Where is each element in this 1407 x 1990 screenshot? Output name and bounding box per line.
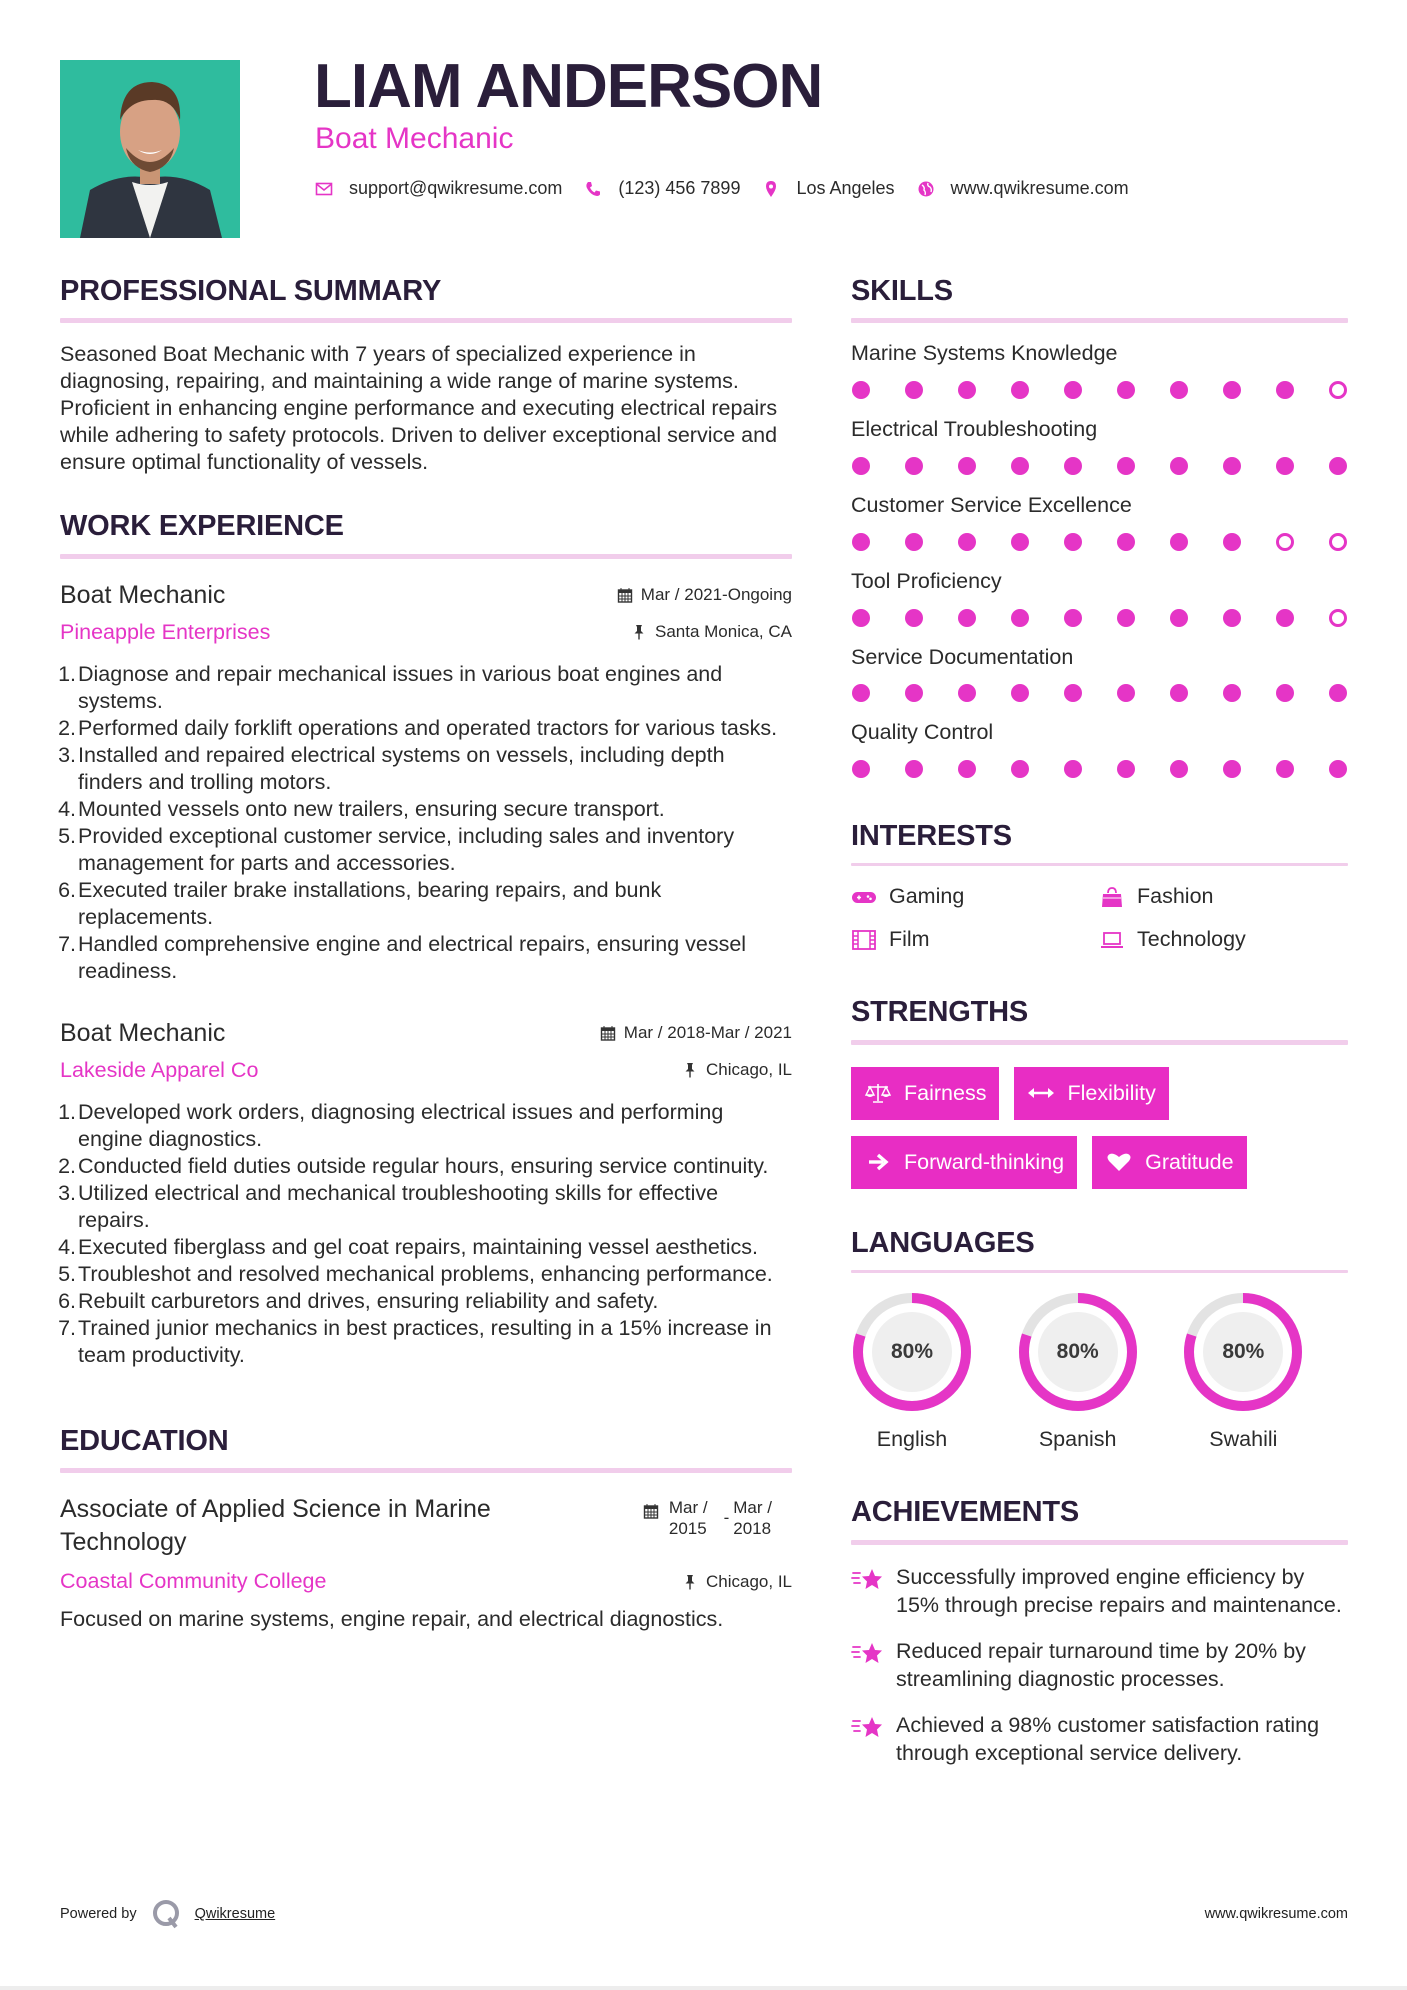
interests-grid bbox=[851, 884, 1348, 952]
bullet-item: 3. Utilized electrical and mechanical troubleshooting skills for effective repairs. bbox=[58, 1180, 719, 1232]
skill-rating bbox=[851, 760, 1348, 778]
job-bullets bbox=[60, 661, 792, 985]
experience-heading: WORK EXPERIENCE bbox=[60, 510, 344, 543]
contact-location bbox=[762, 178, 894, 199]
job-location-text: Chicago, IL bbox=[706, 1060, 792, 1080]
skill-item bbox=[851, 417, 1348, 475]
skill-label: Electrical Troubleshooting bbox=[851, 417, 1098, 442]
education-dates bbox=[643, 1497, 792, 1559]
qwikresume-logo-icon bbox=[151, 1898, 183, 1930]
languages-heading: LANGUAGES bbox=[851, 1226, 1035, 1259]
skill-item bbox=[851, 341, 1348, 399]
contact-phone[interactable] bbox=[584, 178, 740, 199]
powered-by-label: Powered by bbox=[60, 1906, 137, 1922]
bullet-item: 4. Mounted vessels onto new trailers, ensuring secure transport. bbox=[58, 796, 665, 821]
rating-dot-filled bbox=[958, 381, 976, 399]
pushpin-icon bbox=[631, 624, 647, 640]
skill-label: Marine Systems Knowledge bbox=[851, 341, 1118, 366]
rating-dot-filled bbox=[1170, 684, 1188, 702]
phone-icon bbox=[584, 180, 602, 198]
contact-website-text: www.qwikresume.com bbox=[950, 178, 1129, 198]
language-name: English bbox=[876, 1427, 948, 1452]
interest-item: Film bbox=[851, 927, 1099, 952]
education-heading: EDUCATION bbox=[60, 1424, 229, 1457]
rating-dot-filled bbox=[1223, 457, 1241, 475]
rating-dot-filled bbox=[958, 533, 976, 551]
date-separator: - bbox=[723, 1508, 730, 1528]
section-divider bbox=[60, 1468, 792, 1473]
skill-item bbox=[851, 569, 1348, 627]
job-entry bbox=[60, 1019, 792, 1369]
calendar-icon bbox=[643, 1503, 659, 1519]
profile-photo bbox=[60, 60, 240, 238]
pushpin-icon bbox=[682, 1574, 698, 1590]
languages-list bbox=[851, 1291, 1348, 1452]
rating-dot-filled bbox=[1170, 533, 1188, 551]
contact-email-text: support@qwikresume.com bbox=[349, 178, 563, 198]
shopping-bag-icon bbox=[1099, 886, 1125, 908]
job-bullets bbox=[60, 1099, 792, 1369]
language-name: Spanish bbox=[1038, 1427, 1117, 1452]
envelope-icon bbox=[315, 180, 333, 198]
job-dates-text: Mar / 2021-Ongoing bbox=[640, 584, 792, 604]
laptop-icon bbox=[1099, 929, 1125, 951]
bullet-item: 5. Provided exceptional customer service, including sales and inventory management for parts and accessories. bbox=[58, 823, 735, 875]
language-item bbox=[1182, 1291, 1348, 1452]
page-bottom-edge bbox=[0, 1986, 1407, 1990]
shooting-star-icon bbox=[851, 1713, 885, 1743]
rating-dot-filled bbox=[852, 684, 870, 702]
strength-chip: Fairness bbox=[851, 1067, 999, 1120]
rating-dot-filled bbox=[1223, 609, 1241, 627]
rating-dot-filled bbox=[1223, 760, 1241, 778]
shooting-star-icon bbox=[851, 1565, 885, 1595]
rating-dot-filled bbox=[1170, 609, 1188, 627]
rating-dot-filled bbox=[1011, 457, 1029, 475]
achievements-section bbox=[851, 1496, 1348, 1766]
interest-item: Gaming bbox=[851, 884, 1099, 909]
job-dates-text: Mar / 2018-Mar / 2021 bbox=[623, 1022, 792, 1042]
education-location-text: Chicago, IL bbox=[706, 1571, 792, 1591]
rating-dot-filled bbox=[1276, 684, 1294, 702]
section-divider bbox=[851, 1540, 1348, 1545]
calendar-icon bbox=[600, 1025, 616, 1041]
rating-dot-filled bbox=[1011, 684, 1029, 702]
section-divider bbox=[60, 554, 792, 559]
left-column bbox=[60, 275, 792, 1633]
education-description: Focused on marine systems, engine repair, and electrical diagnostics. bbox=[60, 1607, 724, 1632]
rating-dot-filled bbox=[1117, 457, 1135, 475]
rating-dot-filled bbox=[1170, 457, 1188, 475]
bullet-item: 6. Rebuilt carburetors and drives, ensuring reliability and safety. bbox=[58, 1288, 659, 1313]
education-location bbox=[682, 1572, 792, 1592]
rating-dot-filled bbox=[1117, 533, 1135, 551]
rating-dot-filled bbox=[1011, 381, 1029, 399]
section-divider bbox=[60, 318, 792, 323]
skill-label: Customer Service Excellence bbox=[851, 492, 1132, 517]
company-name: Pineapple Enterprises bbox=[60, 619, 271, 644]
job-location bbox=[682, 1060, 792, 1080]
rating-dot-filled bbox=[1064, 457, 1082, 475]
map-pin-icon bbox=[762, 180, 780, 198]
language-percent: 80% bbox=[1056, 1340, 1099, 1364]
rating-dot-filled bbox=[958, 760, 976, 778]
education-end: Mar / 2018 bbox=[733, 1498, 772, 1539]
skill-item bbox=[851, 645, 1348, 703]
right-column bbox=[851, 275, 1348, 1767]
rating-dot-filled bbox=[1329, 760, 1347, 778]
company-name: Lakeside Apparel Co bbox=[60, 1057, 259, 1082]
language-progress-ring bbox=[1017, 1291, 1139, 1413]
skill-rating bbox=[851, 533, 1348, 551]
rating-dot-filled bbox=[1117, 760, 1135, 778]
skill-rating bbox=[851, 684, 1348, 702]
interests-heading: INTERESTS bbox=[851, 820, 1012, 853]
qwikresume-link[interactable]: Qwikresume bbox=[194, 1906, 276, 1922]
job-title: Boat Mechanic bbox=[60, 580, 226, 609]
footer-website[interactable]: www.qwikresume.com bbox=[1204, 1906, 1348, 1922]
language-progress-ring bbox=[1182, 1291, 1304, 1413]
skill-label: Quality Control bbox=[851, 720, 994, 745]
rating-dot-filled bbox=[852, 457, 870, 475]
contact-email[interactable] bbox=[315, 178, 562, 199]
rating-dot-filled bbox=[1223, 684, 1241, 702]
globe-icon bbox=[917, 180, 935, 198]
education-section bbox=[60, 1425, 792, 1633]
section-divider bbox=[851, 1040, 1348, 1045]
rating-dot-filled bbox=[1170, 381, 1188, 399]
rating-dot-filled bbox=[1064, 381, 1082, 399]
achievement-item: Successfully improved engine efficiency by 15% through precise repairs and maintenance. bbox=[851, 1563, 1348, 1619]
arrow-right-icon bbox=[864, 1151, 892, 1173]
rating-dot-filled bbox=[1064, 533, 1082, 551]
candidate-name: LIAM ANDERSON bbox=[314, 52, 823, 121]
rating-dot-empty bbox=[1276, 533, 1294, 551]
section-divider bbox=[851, 318, 1348, 323]
contact-website[interactable] bbox=[917, 178, 1129, 199]
rating-dot-filled bbox=[1117, 381, 1135, 399]
rating-dot-filled bbox=[1276, 381, 1294, 399]
rating-dot-filled bbox=[1329, 684, 1347, 702]
rating-dot-filled bbox=[905, 684, 923, 702]
interests-section bbox=[851, 820, 1348, 952]
pushpin-icon bbox=[682, 1062, 698, 1078]
contact-phone-text: (123) 456 7899 bbox=[618, 178, 741, 198]
gamepad-icon bbox=[851, 886, 877, 908]
rating-dot-filled bbox=[1329, 457, 1347, 475]
section-divider bbox=[851, 863, 1348, 866]
skill-label: Service Documentation bbox=[851, 644, 1074, 669]
rating-dot-filled bbox=[958, 457, 976, 475]
language-item bbox=[851, 1291, 1017, 1452]
strength-chip: Forward-thinking bbox=[851, 1136, 1077, 1189]
bullet-item: 1. Developed work orders, diagnosing electrical issues and performing engine diagnostics. bbox=[58, 1099, 724, 1151]
rating-dot-empty bbox=[1329, 533, 1347, 551]
footer-powered-by bbox=[60, 1898, 275, 1930]
heart-icon bbox=[1105, 1151, 1133, 1173]
job-location bbox=[631, 622, 792, 642]
bullet-item: 4. Executed fiberglass and gel coat repairs, maintaining vessel aesthetics. bbox=[58, 1234, 759, 1259]
rating-dot-filled bbox=[1011, 609, 1029, 627]
summary-section bbox=[60, 275, 792, 476]
rating-dot-filled bbox=[905, 760, 923, 778]
strength-chip: Gratitude bbox=[1092, 1136, 1246, 1189]
calendar-icon bbox=[617, 587, 633, 603]
interest-item: Technology bbox=[1099, 927, 1347, 952]
rating-dot-filled bbox=[905, 609, 923, 627]
rating-dot-filled bbox=[1170, 760, 1188, 778]
skill-rating bbox=[851, 381, 1348, 399]
rating-dot-filled bbox=[852, 381, 870, 399]
bullet-item: 3. Installed and repaired electrical systems on vessels, including depth finders and trolling motors. bbox=[58, 742, 725, 794]
achievement-item: Achieved a 98% customer satisfaction rating through exceptional service delivery. bbox=[851, 1711, 1348, 1767]
job-title: Boat Mechanic bbox=[60, 1018, 226, 1047]
school-name: Coastal Community College bbox=[60, 1569, 327, 1594]
strengths-section bbox=[851, 996, 1348, 1188]
rating-dot-filled bbox=[852, 760, 870, 778]
job-dates bbox=[600, 1023, 792, 1043]
rating-dot-filled bbox=[1011, 533, 1029, 551]
balance-scale-icon bbox=[864, 1082, 892, 1104]
skills-section bbox=[851, 275, 1348, 778]
rating-dot-filled bbox=[852, 533, 870, 551]
skill-rating bbox=[851, 457, 1348, 475]
skills-list bbox=[851, 341, 1348, 778]
bullet-item: 7. Handled comprehensive engine and electrical repairs, ensuring vessel readiness. bbox=[58, 931, 747, 983]
arrows-horizontal-icon bbox=[1027, 1082, 1055, 1104]
bullet-item: 2. Performed daily forklift operations and operated tractors for various tasks. bbox=[58, 715, 778, 740]
rating-dot-filled bbox=[1276, 760, 1294, 778]
bullet-item: 1. Diagnose and repair mechanical issues in various boat engines and systems. bbox=[58, 661, 723, 713]
degree-title: Associate of Applied Science in Marine Technology bbox=[60, 1495, 491, 1557]
language-name: Swahili bbox=[1209, 1427, 1278, 1452]
candidate-title: Boat Mechanic bbox=[315, 122, 514, 155]
bullet-item: 7. Trained junior mechanics in best practices, resulting in a 15% increase in team productivity. bbox=[58, 1315, 772, 1367]
language-item bbox=[1017, 1291, 1183, 1452]
strength-chip: Flexibility bbox=[1014, 1067, 1168, 1120]
shooting-star-icon bbox=[851, 1639, 885, 1669]
rating-dot-filled bbox=[1064, 684, 1082, 702]
job-entry bbox=[60, 581, 792, 985]
job-location-text: Santa Monica, CA bbox=[654, 622, 792, 642]
bullet-item: 2. Conducted field duties outside regular hours, ensuring service continuity. bbox=[58, 1153, 769, 1178]
rating-dot-filled bbox=[1223, 381, 1241, 399]
person-photo-icon bbox=[60, 60, 240, 238]
rating-dot-filled bbox=[1011, 760, 1029, 778]
rating-dot-filled bbox=[905, 457, 923, 475]
language-percent: 80% bbox=[1222, 1340, 1265, 1364]
rating-dot-filled bbox=[1064, 760, 1082, 778]
language-progress-ring bbox=[851, 1291, 973, 1413]
rating-dot-filled bbox=[852, 609, 870, 627]
language-percent: 80% bbox=[890, 1340, 934, 1364]
rating-dot-filled bbox=[1117, 684, 1135, 702]
languages-section bbox=[851, 1227, 1348, 1452]
skill-item bbox=[851, 720, 1348, 778]
interest-item: Fashion bbox=[1099, 884, 1347, 909]
rating-dot-filled bbox=[958, 684, 976, 702]
rating-dot-filled bbox=[905, 381, 923, 399]
strengths-list bbox=[851, 1067, 1348, 1189]
skill-item bbox=[851, 493, 1348, 551]
skill-label: Tool Proficiency bbox=[851, 568, 1002, 593]
rating-dot-filled bbox=[1223, 533, 1241, 551]
summary-text: Seasoned Boat Mechanic with 7 years of specialized experience in diagnosing, repairing, and maintaining a wide range of marine systems. Proficient in enhancing engine performance and executing electrical repairs while adhering to safety protocols. Driven to deliver exceptional service and ensure optimal functionality of vessels. bbox=[60, 342, 778, 475]
achievements-heading: ACHIEVEMENTS bbox=[851, 1496, 1080, 1529]
rating-dot-filled bbox=[1276, 457, 1294, 475]
rating-dot-filled bbox=[1276, 609, 1294, 627]
skills-heading: SKILLS bbox=[851, 275, 953, 307]
strengths-heading: STRENGTHS bbox=[851, 996, 1029, 1029]
rating-dot-filled bbox=[905, 533, 923, 551]
film-icon bbox=[851, 929, 877, 951]
skill-rating bbox=[851, 609, 1348, 627]
experience-section bbox=[60, 510, 792, 1368]
rating-dot-filled bbox=[1064, 609, 1082, 627]
contact-bar bbox=[315, 178, 1151, 199]
contact-location-text: Los Angeles bbox=[796, 178, 895, 198]
bullet-item: 5. Troubleshot and resolved mechanical problems, enhancing performance. bbox=[58, 1261, 773, 1286]
section-divider bbox=[851, 1270, 1348, 1273]
rating-dot-filled bbox=[958, 609, 976, 627]
rating-dot-empty bbox=[1329, 609, 1347, 627]
achievement-item: Reduced repair turnaround time by 20% by streamlining diagnostic processes. bbox=[851, 1637, 1348, 1693]
job-dates bbox=[617, 585, 792, 605]
education-start: Mar / 2015 bbox=[668, 1498, 708, 1539]
rating-dot-empty bbox=[1329, 381, 1347, 399]
rating-dot-filled bbox=[1117, 609, 1135, 627]
summary-heading: PROFESSIONAL SUMMARY bbox=[60, 275, 442, 307]
bullet-item: 6. Executed trailer brake installations, bearing repairs, and bunk replacements. bbox=[58, 877, 662, 929]
